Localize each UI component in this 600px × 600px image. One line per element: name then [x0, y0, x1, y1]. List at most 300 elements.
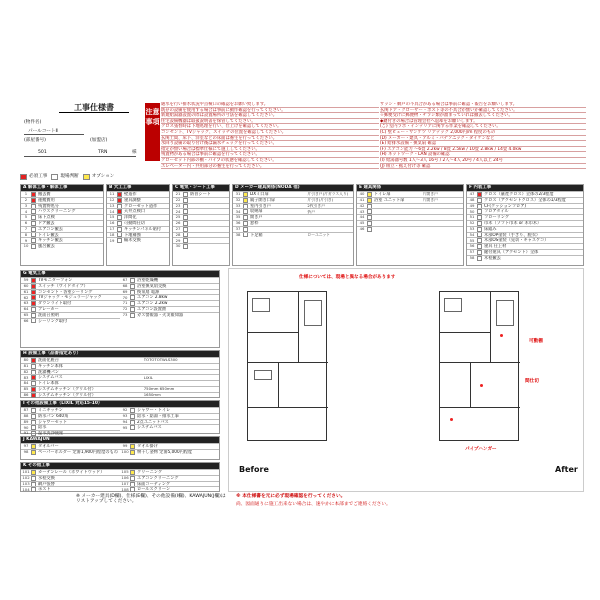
row-label: 洋間化: [124, 215, 137, 220]
row-number: 38: [235, 231, 241, 237]
row-number: 10: [23, 243, 29, 249]
row-label: 温水洗浄便座: [38, 431, 64, 436]
row-number: 49: [469, 202, 475, 208]
section-row: [21, 318, 120, 324]
row-number: 97: [23, 443, 29, 449]
after-floor-plan: [439, 291, 519, 441]
row-spec: 片引き(片引き): [307, 198, 334, 203]
section-row: [21, 220, 103, 226]
section-row: [21, 475, 120, 481]
row-number: 3: [24, 202, 28, 208]
row-number: 82: [23, 368, 29, 374]
row-label: システムバス: [38, 375, 63, 380]
row-checkbox[interactable]: [477, 256, 482, 261]
row-checkbox[interactable]: [31, 487, 36, 492]
row-label: 窓枠: [250, 220, 259, 225]
section-f: [466, 184, 584, 266]
row-number: 41: [359, 197, 365, 203]
legend: [20, 173, 114, 181]
row-checkbox[interactable]: [367, 215, 372, 220]
row-label: エアコン 2.2kw: [137, 301, 168, 306]
floor-plan-area: [228, 268, 584, 492]
section-heading: J KAWAJUN: [21, 437, 219, 443]
owner-value: TRN: [98, 150, 108, 155]
row-label: ミニキッチン: [38, 407, 63, 412]
section-heading: A 解体工事・解体工事: [21, 185, 103, 191]
section-row: [107, 197, 169, 203]
row-checkbox[interactable]: [477, 192, 482, 197]
legend-swatch: [83, 174, 90, 180]
row-checkbox[interactable]: [477, 244, 482, 249]
row-label: エアコン設置費: [137, 306, 167, 311]
row-number: 81: [23, 363, 29, 369]
section-b: [106, 184, 170, 266]
section-row: [120, 300, 219, 306]
row-label: タオルバー: [38, 443, 59, 448]
row-checkbox[interactable]: [117, 232, 122, 237]
section-row: [21, 369, 219, 375]
row-number: 98: [23, 449, 29, 455]
section-row: [467, 226, 583, 232]
row-checkbox[interactable]: [477, 209, 482, 214]
row-label: クローゼット造作: [124, 203, 158, 208]
row-number: 37: [235, 226, 241, 231]
row-number: 73: [122, 312, 128, 317]
row-number: 25: [175, 214, 181, 220]
row-label: 親子開き口扉: [250, 197, 276, 202]
row-checkbox[interactable]: [367, 198, 372, 203]
row-checkbox[interactable]: [243, 215, 248, 220]
row-checkbox[interactable]: [31, 393, 36, 398]
row-checkbox[interactable]: [31, 290, 36, 295]
row-checkbox[interactable]: [477, 221, 482, 226]
row-label: TVジャック・モジュラージャック: [38, 295, 102, 300]
row-label: 防水パン 640角: [38, 413, 69, 418]
row-checkbox[interactable]: [130, 278, 135, 283]
notice-right-list: [380, 102, 586, 169]
section-row: [21, 363, 219, 369]
section-row: [21, 294, 120, 300]
row-label: トイレ撤去: [38, 232, 59, 237]
row-checkbox[interactable]: [477, 198, 482, 203]
row-checkbox[interactable]: [130, 408, 135, 413]
row-number: 34: [235, 208, 241, 214]
row-label: 2点ユニットバス: [137, 419, 169, 424]
row-number: 5: [24, 214, 28, 220]
section-row: [120, 469, 219, 475]
row-checkbox[interactable]: [31, 284, 36, 289]
row-checkbox[interactable]: [130, 414, 135, 419]
row-label: 収納扉: [250, 209, 263, 214]
row-label: 巾木（ソフト巾木 or 木巾木）: [484, 220, 542, 225]
notice-item: 住宅設備機器は取扱説明書を保管してください。: [161, 119, 379, 125]
row-label: 鍵付建具（アクセント）全体: [484, 249, 539, 254]
row-checkbox[interactable]: [117, 215, 122, 220]
row-checkbox[interactable]: [477, 238, 482, 243]
row-number: 63: [23, 300, 29, 306]
row-checkbox[interactable]: [31, 307, 36, 312]
section-row: [233, 214, 353, 220]
row-label: ガス警報器・火災報知器: [137, 312, 184, 317]
section-row: [233, 232, 353, 238]
section-row: [233, 203, 353, 209]
section-g: [20, 270, 220, 348]
row-checkbox[interactable]: [31, 313, 36, 318]
row-label: キッチンパネル貼付: [124, 226, 162, 231]
row-label: 換気扇 電源: [137, 289, 160, 294]
row-label: ブレーカー: [38, 306, 59, 311]
row-checkbox[interactable]: [367, 227, 372, 232]
row-number: 86: [23, 392, 29, 397]
row-number: 80: [23, 357, 29, 363]
row-label: 下地補強: [124, 232, 141, 237]
row-number: 56: [469, 243, 475, 249]
row-label: 床面コーティング: [137, 481, 171, 486]
notice-item: クローゼット内部の棚・パイプの状態を確認してください。: [161, 158, 379, 164]
section-heading: E 建具関係: [357, 185, 463, 191]
row-number: 57: [469, 249, 475, 255]
row-checkbox[interactable]: [183, 244, 188, 249]
row-spec: LIXIL: [143, 375, 153, 380]
row-checkbox[interactable]: [243, 192, 248, 197]
section-heading: K その他工事: [21, 463, 219, 469]
row-checkbox[interactable]: [31, 470, 36, 475]
row-label: 浴室換気扇交換: [137, 283, 167, 288]
row-label: ハウスクリーニング: [38, 209, 76, 214]
section-row: [107, 214, 169, 220]
section-row: [467, 191, 583, 197]
section-row: [173, 243, 229, 249]
notice-item: サッシ・網戸の不具合がある場合は事前に確認・報告をお願いします。: [380, 102, 586, 108]
section-row: [467, 243, 583, 249]
row-label: 浴室乾燥機: [137, 277, 158, 282]
before-label: Before: [239, 465, 269, 474]
row-checkbox[interactable]: [367, 221, 372, 226]
section-a: [20, 184, 104, 266]
row-number: 108: [121, 486, 129, 492]
row-checkbox[interactable]: [367, 209, 372, 214]
row-checkbox[interactable]: [183, 227, 188, 232]
row-number: 101: [22, 469, 30, 475]
row-checkbox[interactable]: [117, 192, 122, 197]
section-row: [21, 424, 120, 430]
section-row: [120, 475, 219, 481]
room-label: (部屋番号): [24, 138, 46, 143]
after-label-3: パイプハンガー: [465, 447, 497, 452]
section-j: [20, 436, 220, 460]
row-checkbox[interactable]: [117, 227, 122, 232]
section-row: [107, 191, 169, 197]
row-number: 33: [235, 202, 241, 208]
section-heading: I その他設備工事（LIXIL 対応15-10）: [21, 401, 219, 407]
row-checkbox[interactable]: [477, 227, 482, 232]
row-label: ドア撤去: [38, 220, 55, 225]
section-row: [120, 481, 219, 487]
section-row: [21, 443, 120, 449]
legend-item: [51, 174, 78, 180]
row-number: 48: [469, 197, 475, 203]
notice-item: (F) エアコン能力 ～6畳 2.2kw / 8畳 2.5kw / 10畳 2.8kw / 14畳 4.0kw: [380, 147, 586, 153]
row-number: 70: [122, 294, 128, 300]
row-label: タオル掛け: [137, 443, 158, 448]
row-checkbox[interactable]: [31, 198, 36, 203]
row-checkbox[interactable]: [130, 470, 135, 475]
section-row: [233, 208, 353, 214]
row-number: 19: [109, 237, 115, 243]
row-label: シャワー・トイレ: [137, 407, 171, 412]
section-row: [21, 449, 120, 455]
notice-item: 玄関土間、床下、洋室などの床面は養生を行ってください。: [161, 136, 379, 142]
row-checkbox[interactable]: [477, 215, 482, 220]
row-checkbox[interactable]: [130, 476, 135, 481]
row-number: 89: [23, 418, 29, 424]
row-checkbox[interactable]: [130, 313, 135, 318]
row-label: 木部OS塗装（見切・キャスケコ）: [484, 238, 549, 243]
row-checkbox[interactable]: [31, 295, 36, 300]
room-value: 501: [38, 150, 47, 155]
row-label: 防音シート: [190, 191, 211, 196]
row-checkbox[interactable]: [130, 425, 135, 430]
row-number: 17: [109, 226, 115, 231]
section-row: [21, 481, 120, 487]
legend-item: [83, 174, 115, 180]
row-checkbox[interactable]: [31, 204, 36, 209]
row-checkbox[interactable]: [367, 192, 372, 197]
section-c: [172, 184, 230, 266]
section-row: [21, 312, 120, 318]
section-row: [21, 300, 120, 306]
row-checkbox[interactable]: [117, 221, 122, 226]
notice-item: ☆郵便受けに郵便物・チラシ類が溜まっていれば撤去してください。: [380, 113, 586, 119]
section-row: [120, 283, 219, 289]
row-number: 100: [121, 449, 129, 455]
row-checkbox[interactable]: [31, 192, 36, 197]
row-checkbox[interactable]: [31, 482, 36, 487]
section-h: [20, 350, 220, 398]
row-label: 網戸張替: [38, 481, 55, 486]
section-row: [467, 220, 583, 226]
section-heading: B 大工工事: [107, 185, 169, 191]
row-spec: 750mm 650mm: [143, 387, 175, 392]
spec-sheet: [16, 100, 586, 520]
row-checkbox[interactable]: [117, 204, 122, 209]
row-number: 2: [24, 197, 28, 203]
row-checkbox[interactable]: [31, 215, 36, 220]
row-checkbox[interactable]: [117, 209, 122, 214]
row-number: 103: [22, 480, 30, 486]
section-row: [233, 191, 353, 197]
row-number: 16: [109, 220, 115, 226]
row-checkbox[interactable]: [477, 232, 482, 237]
notice-item: ◆鍵付きの場合は管理会社へ返却をお願いします。: [380, 119, 586, 125]
before-floor-plan: [247, 291, 327, 441]
section-row: [120, 443, 219, 449]
row-checkbox[interactable]: [130, 487, 135, 492]
legend-label: オプション: [91, 174, 115, 180]
section-row: [107, 237, 169, 243]
row-checkbox[interactable]: [117, 198, 122, 203]
row-label: TVモニターフォン: [38, 277, 73, 282]
section-row: [467, 249, 583, 255]
row-spec: 折戸: [307, 209, 315, 214]
section-i: [20, 400, 220, 434]
row-label: 天井点検口: [124, 209, 145, 214]
row-checkbox[interactable]: [243, 227, 248, 232]
row-checkbox[interactable]: [477, 250, 482, 255]
row-label: 床組み: [484, 226, 497, 231]
row-checkbox[interactable]: [31, 370, 36, 375]
notice-item: 玄関ドア・クローザー・ポスト等の不具合が無いか確認してください。: [380, 108, 586, 114]
row-number: 18: [109, 231, 115, 237]
row-label: 撤去費: [38, 191, 51, 196]
row-checkbox[interactable]: [31, 301, 36, 306]
notice-item: エレベーター内・共用部分の養生を行ってください。: [161, 164, 379, 170]
row-checkbox[interactable]: [31, 414, 36, 419]
row-number: 52: [469, 220, 475, 226]
row-number: 107: [121, 480, 129, 486]
property-value: パールコートⅡ: [28, 129, 58, 134]
row-checkbox[interactable]: [31, 420, 36, 425]
section-row: [21, 237, 103, 243]
row-checkbox[interactable]: [367, 204, 372, 209]
row-checkbox[interactable]: [31, 387, 36, 392]
row-number: 59: [23, 277, 29, 283]
row-number: 62: [23, 294, 29, 300]
row-number: 15: [109, 214, 115, 220]
notice-item: 水回り設備の取り付け後は漏水チェックを行ってください。: [161, 141, 379, 147]
row-number: 92: [122, 407, 128, 413]
row-number: 22: [175, 197, 181, 203]
section-row: [107, 232, 169, 238]
section-row: [467, 255, 583, 261]
row-checkbox[interactable]: [31, 318, 36, 323]
section-heading: H 設備工事（品番指定あり）: [21, 351, 219, 357]
row-number: 27: [175, 226, 181, 231]
row-checkbox[interactable]: [477, 204, 482, 209]
row-checkbox[interactable]: [183, 232, 188, 237]
row-checkbox[interactable]: [130, 284, 135, 289]
row-checkbox[interactable]: [31, 425, 36, 430]
row-number: 14: [109, 208, 115, 214]
row-label: 物干し金物 定番5,000円程度: [137, 449, 193, 454]
row-number: 43: [359, 208, 365, 214]
row-checkbox[interactable]: [117, 238, 122, 243]
row-label: 洗面化粧台: [38, 357, 59, 362]
row-checkbox[interactable]: [183, 238, 188, 243]
row-number: 105: [121, 469, 129, 475]
row-checkbox[interactable]: [243, 221, 248, 226]
row-checkbox[interactable]: [31, 238, 36, 243]
row-label: フロアタイル: [484, 209, 509, 214]
row-label: エアコン撤去: [38, 226, 63, 231]
footer-right-note-1: ※ 本仕様書を元に必ず現場確認を行ってください。: [236, 494, 346, 499]
notice-item: 新規給湯器設置の際は設置場所の寸法を確認してください。: [161, 113, 379, 119]
row-number: 72: [122, 306, 128, 312]
row-checkbox[interactable]: [31, 278, 36, 283]
row-label: フローリング: [484, 215, 510, 220]
notice-item: (H) ネットワーク・LAN 設備の確認: [380, 152, 586, 158]
row-number: 45: [359, 220, 365, 226]
section-row: [21, 283, 120, 289]
notice-item: (E) 給排水設備・換気扇 確認: [380, 141, 586, 147]
row-checkbox[interactable]: [243, 232, 248, 237]
row-label: 室内引き戸: [250, 203, 271, 208]
row-checkbox[interactable]: [183, 215, 188, 220]
notice-item: クロス張替時は下地処理を行い、仕上げを確認してください。: [161, 124, 379, 130]
row-checkbox[interactable]: [31, 244, 36, 249]
row-number: 44: [359, 214, 365, 220]
section-row: [173, 191, 229, 197]
row-checkbox[interactable]: [31, 450, 36, 455]
row-label: 洗面台照明: [38, 312, 59, 317]
row-checkbox[interactable]: [31, 375, 36, 380]
row-label: DXミ口扉: [250, 191, 269, 196]
row-checkbox[interactable]: [130, 301, 135, 306]
row-checkbox[interactable]: [183, 192, 188, 197]
row-checkbox[interactable]: [243, 198, 248, 203]
row-checkbox[interactable]: [31, 227, 36, 232]
row-checkbox[interactable]: [31, 364, 36, 369]
row-checkbox[interactable]: [31, 209, 36, 214]
row-checkbox[interactable]: [130, 450, 135, 455]
section-row: [21, 226, 103, 232]
section-row: [21, 232, 103, 238]
section-heading: D メーカー建具関係(NODA 他): [233, 185, 353, 191]
row-number: 23: [175, 202, 181, 208]
section-row: [357, 226, 463, 232]
row-checkbox[interactable]: [183, 198, 188, 203]
row-checkbox[interactable]: [130, 482, 135, 487]
row-label: 幅木交換: [124, 238, 141, 243]
row-number: 28: [175, 231, 181, 237]
row-checkbox[interactable]: [130, 444, 135, 449]
notice-item: (C) 壁ビュー・サンゲツ リアテック 2,000円/m 程度のもの: [380, 130, 586, 136]
notice-item: 指定が無い場合は標準仕様にて施工してください。: [161, 147, 379, 153]
section-row: [120, 486, 219, 492]
row-checkbox[interactable]: [130, 290, 135, 295]
row-number: 95: [122, 424, 128, 430]
section-row: [21, 208, 103, 214]
row-label: 風呂撤去: [38, 244, 55, 249]
row-label: 開き戸: [250, 215, 263, 220]
row-checkbox[interactable]: [130, 307, 135, 312]
section-row: [120, 277, 219, 283]
row-checkbox[interactable]: [31, 221, 36, 226]
row-checkbox[interactable]: [31, 381, 36, 386]
row-checkbox[interactable]: [243, 209, 248, 214]
row-checkbox[interactable]: [130, 295, 135, 300]
section-row: [107, 226, 169, 232]
row-checkbox[interactable]: [31, 408, 36, 413]
row-checkbox[interactable]: [243, 204, 248, 209]
row-checkbox[interactable]: [130, 420, 135, 425]
row-checkbox[interactable]: [31, 476, 36, 481]
row-number: 24: [175, 208, 181, 214]
row-checkbox[interactable]: [183, 204, 188, 209]
row-checkbox[interactable]: [31, 358, 36, 363]
row-number: 88: [23, 413, 29, 419]
notice-item: コンセント、TVジャック、スイッチの位置を確認してください。: [161, 130, 379, 136]
row-checkbox[interactable]: [31, 232, 36, 237]
notice-item: (D) メーカー・建具・アルミ・パナソニック・ダイケンなど: [380, 136, 586, 142]
row-checkbox[interactable]: [183, 209, 188, 214]
row-number: 12: [109, 197, 115, 203]
row-checkbox[interactable]: [31, 444, 36, 449]
row-label: エアコン 2.8kw: [137, 295, 168, 300]
footer-right-note-2: 尚、図面通りに施工出来ない場合は、速やかに本部までご連絡ください。: [236, 502, 391, 507]
row-checkbox[interactable]: [183, 221, 188, 226]
section-k: [20, 462, 220, 492]
